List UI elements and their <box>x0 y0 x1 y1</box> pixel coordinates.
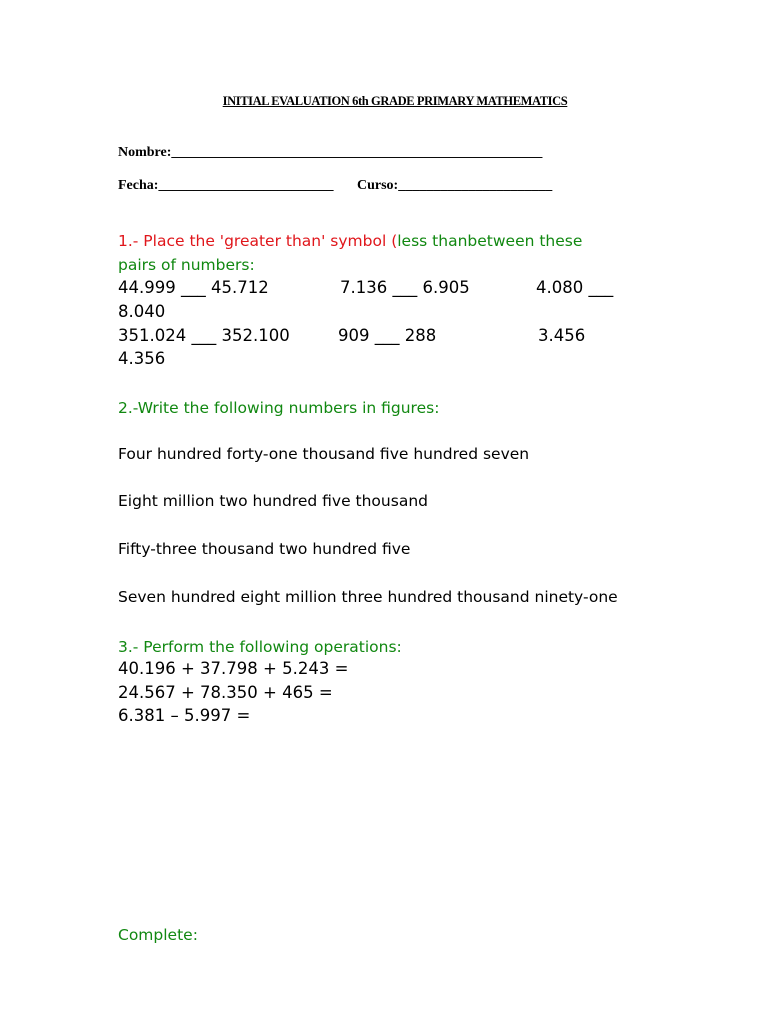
q1-instruction-line1 <box>118 230 582 253</box>
fecha-blank: _________________________ <box>158 178 334 193</box>
q2-item-4 <box>118 588 618 606</box>
nombre-field <box>118 145 542 161</box>
q2-item-text: Fifty-three thousand two hundred five <box>118 540 411 558</box>
q1-pair-1a: 44.999 ___ 45.712 <box>118 278 269 297</box>
q2-item-1 <box>118 445 529 463</box>
q1-instruction-line2: pairs of numbers: <box>118 256 255 274</box>
q2-heading: 2.-Write the following numbers in figures: <box>118 399 440 417</box>
q1-green-mid: less than <box>397 232 468 250</box>
q3-operation-1: 40.196 + 37.798 + 5.243 = <box>118 659 349 678</box>
page-title: INITIAL EVALUATION 6th GRADE PRIMARY MATHEMATICS <box>222 94 568 108</box>
q3-heading: 3.- Perform the following operations: <box>118 638 402 656</box>
q1-pair-2c-wrap: 4.356 <box>118 349 166 368</box>
q2-item-3 <box>118 540 410 558</box>
nombre-blank: _____________________________________________________ <box>171 145 543 160</box>
q1-pair-2b: 909 ___ 288 <box>338 326 437 345</box>
fecha-field <box>118 178 333 194</box>
q3-operation-3: 6.381 – 5.997 = <box>118 706 251 725</box>
q2-item-text: Eight million two hundred five thousand <box>118 492 428 510</box>
fecha-label: Fecha: <box>118 178 159 193</box>
q1-pair-2a: 351.024 ___ 352.100 <box>118 326 290 345</box>
q1-green-end: between these <box>467 232 583 250</box>
q1-pair-1c-wrap: 8.040 <box>118 302 166 321</box>
q2-item-text: Four hundred forty-one thousand five hundred seven <box>118 445 530 463</box>
nombre-label: Nombre: <box>118 145 172 160</box>
q1-pair-1c: 4.080 ___ <box>536 278 614 297</box>
q2-item-text: Seven hundred eight million three hundred thousand ninety-one <box>118 588 618 606</box>
curso-field <box>357 178 552 194</box>
q2-item-2 <box>118 492 428 510</box>
q1-red-text: 1.- Place the 'greater than' symbol ( <box>118 232 398 250</box>
complete-heading: Complete: <box>118 926 198 944</box>
q1-pair-1b: 7.136 ___ 6.905 <box>340 278 470 297</box>
curso-label: Curso: <box>357 178 399 193</box>
q1-pair-2c: 3.456 <box>538 326 586 345</box>
curso-blank: ______________________ <box>398 178 553 193</box>
q3-operation-2: 24.567 + 78.350 + 465 = <box>118 683 333 702</box>
